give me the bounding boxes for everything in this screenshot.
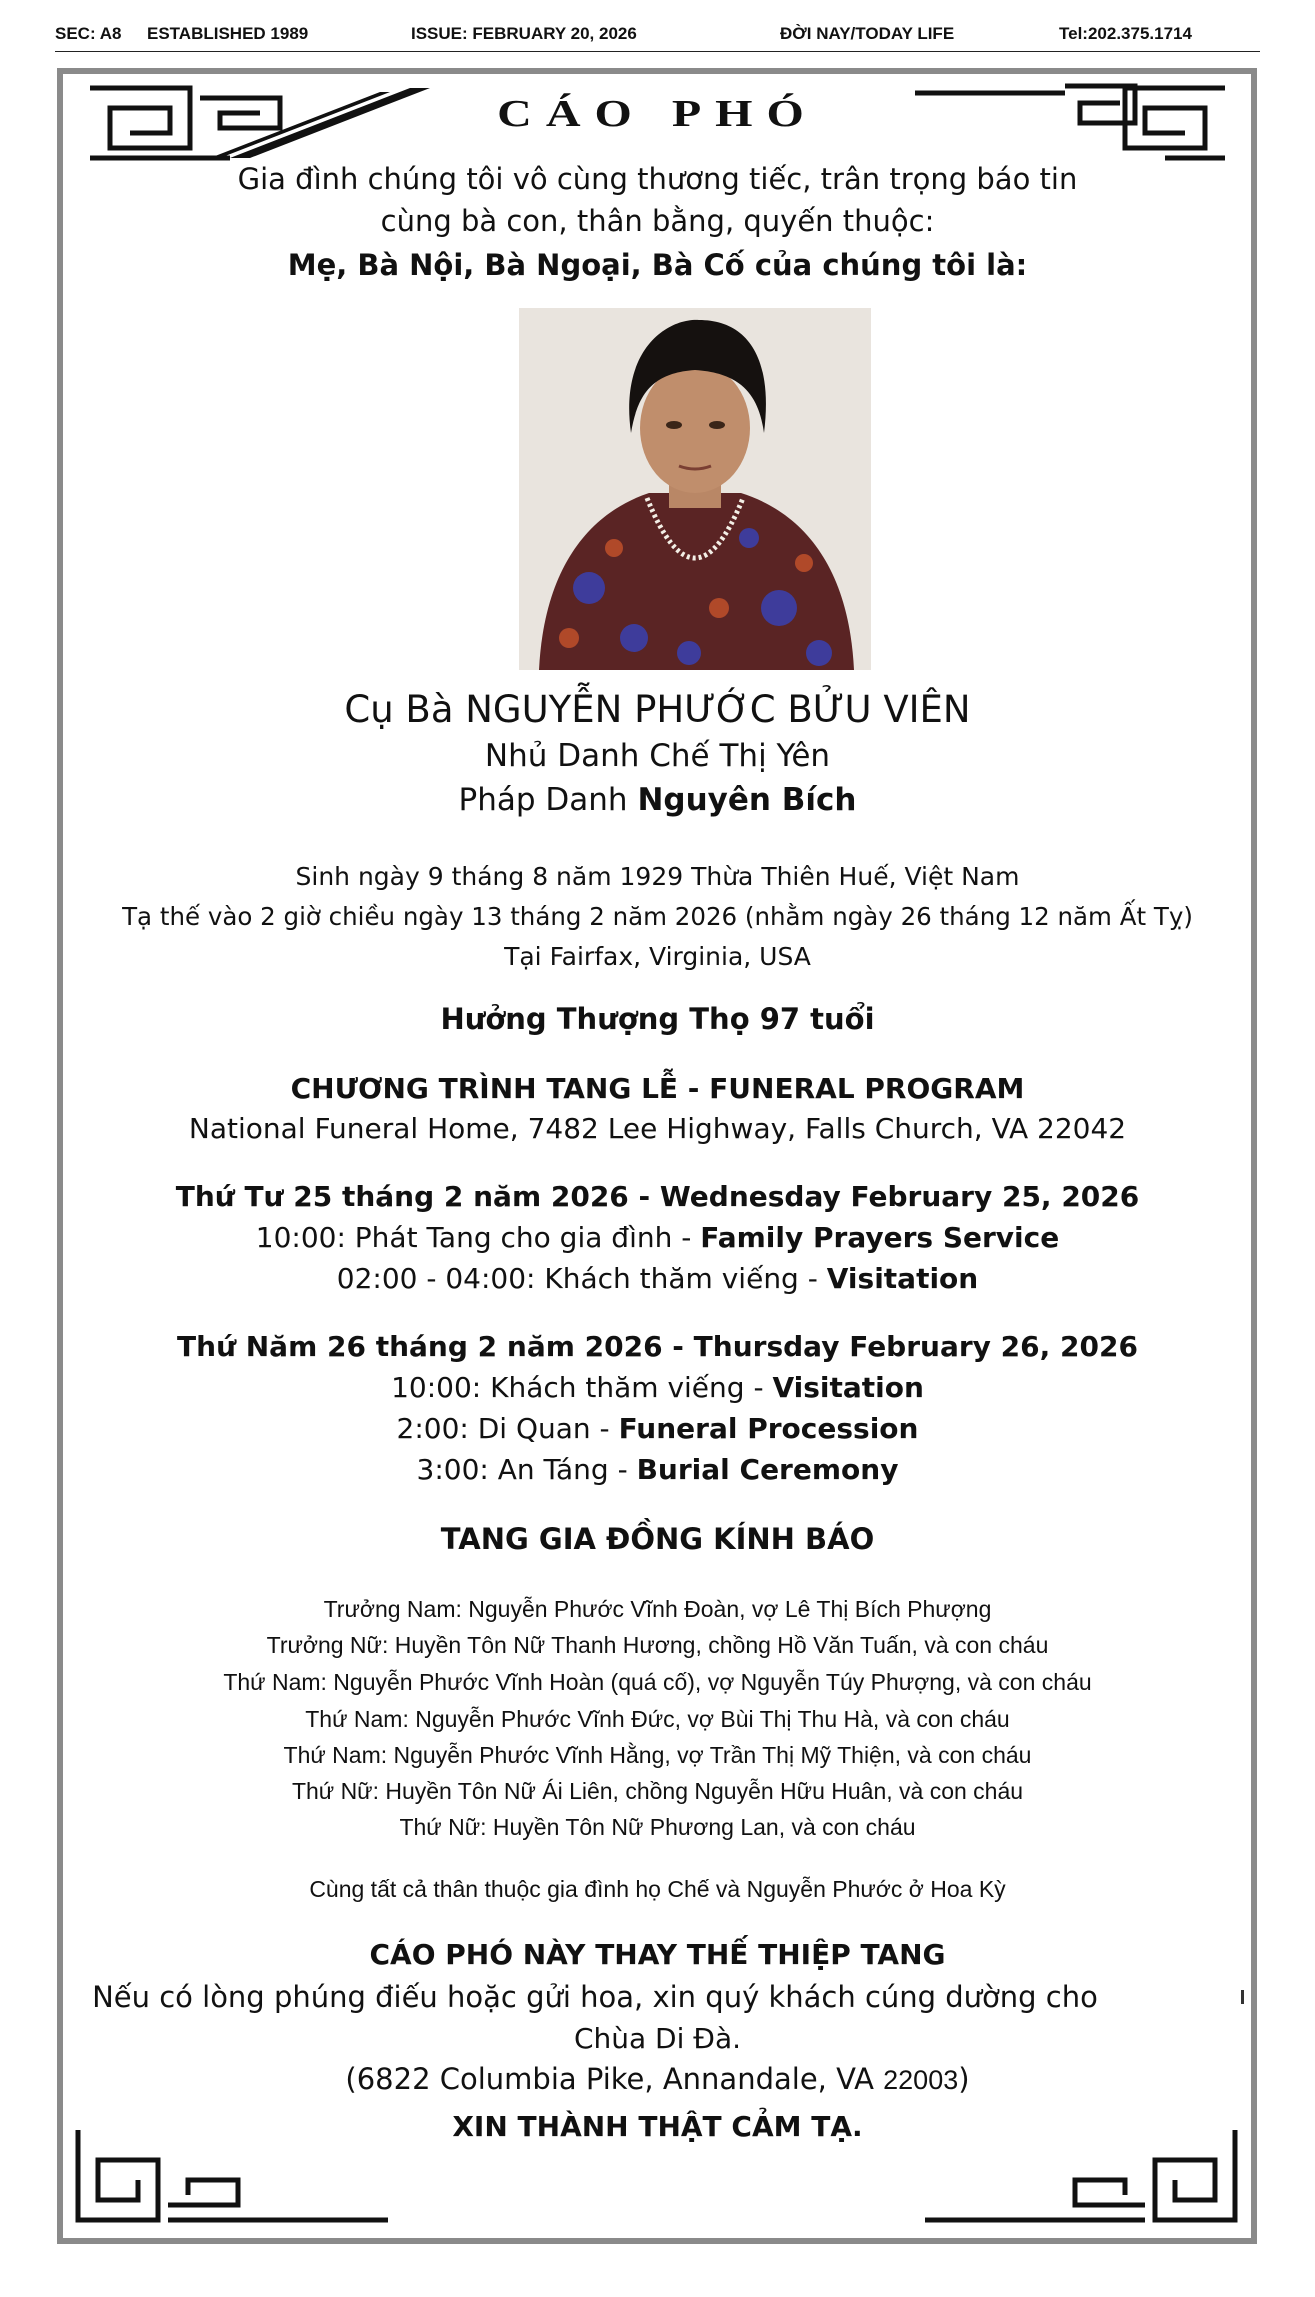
passing-line: Tạ thế vào 2 giờ chiều ngày 13 tháng 2 năm 2026 (nhằm ngày 26 tháng 12 năm Ất Tỵ): [122, 902, 1193, 931]
day1-event-2-en: Visitation: [826, 1262, 979, 1295]
donation-line: Nếu có lòng phúng điếu hoặc gửi hoa, xin quý khách cúng dường cho: [92, 1980, 1098, 2014]
day2-event-1-vi: 10:00: Khách thăm viếng -: [391, 1371, 773, 1404]
address-zip: 22003: [883, 2065, 959, 2095]
issue-label: ISSUE: FEBRUARY 20, 2026: [411, 24, 637, 43]
family-member: Thứ Nữ: Huyền Tôn Nữ Ái Liên, chồng Nguyễn Hữu Huân, và con cháu: [291, 1778, 1024, 1804]
day1-event-2-vi: 02:00 - 04:00: Khách thăm viếng -: [336, 1262, 827, 1295]
address-line: [70, 2062, 1245, 2096]
established-label: ESTABLISHED 1989: [147, 24, 309, 43]
family-member: Trưởng Nam: Nguyễn Phước Vĩnh Đoàn, vợ Lê Thị Bích Phượng: [323, 1596, 992, 1622]
dharma-name-label: Pháp Danh: [458, 782, 628, 818]
phone-label: Tel:202.375.1714: [1059, 24, 1192, 43]
program-location: National Funeral Home, 7482 Lee Highway, Falls Church, VA 22042: [188, 1112, 1127, 1145]
address-open: (6822 Columbia Pike, Annandale, VA: [345, 2062, 884, 2096]
day2-event-1: [70, 1371, 1245, 1404]
day2-event-2: [70, 1412, 1245, 1445]
closing-heading: CÁO PHÓ NÀY THAY THẾ THIỆP TANG: [369, 1938, 946, 1971]
program-heading: [70, 1072, 1245, 1105]
day1-date: Thứ Tư 25 tháng 2 năm 2026 - Wednesday February 25, 2026: [175, 1180, 1140, 1213]
age-line: Hưởng Thượng Thọ 97 tuổi: [440, 1002, 875, 1036]
day1-event-1: [70, 1221, 1245, 1254]
day2-event-3-en: Burial Ceremony: [636, 1453, 899, 1486]
intro-line-2: cùng bà con, thân bằng, quyến thuộc:: [380, 204, 935, 238]
dharma-name: [70, 782, 1245, 818]
portrait-photo: [519, 308, 871, 670]
maiden-name: Nhủ Danh Chế Thị Yên: [484, 738, 831, 774]
program-heading-en: - FUNERAL PROGRAM: [678, 1072, 1025, 1105]
intro-line-3: Mẹ, Bà Nội, Bà Ngoại, Bà Cố của chúng tôi là:: [287, 248, 1028, 282]
address-close: ): [958, 2062, 970, 2096]
dharma-name-value: Nguyên Bích: [637, 782, 857, 818]
day1-event-1-en: Family Prayers Service: [700, 1221, 1060, 1254]
page-title: CÁO PHÓ: [497, 92, 818, 135]
relatives-line: Cùng tất cả thân thuộc gia đình họ Chế và Nguyễn Phước ở Hoa Kỳ: [309, 1876, 1006, 1902]
temple-line: Chùa Di Đà.: [573, 2022, 742, 2055]
deceased-name: Cụ Bà NGUYỄN PHƯỚC BỬU VIÊN: [344, 688, 971, 731]
newspaper-header: [55, 24, 1260, 50]
day2-event-1-en: Visitation: [772, 1371, 924, 1404]
place-line: Tại Fairfax, Virginia, USA: [504, 942, 811, 971]
family-member: Thứ Nữ: Huyền Tôn Nữ Phương Lan, và con cháu: [399, 1814, 916, 1840]
publication-label: ĐỜI NAY/TODAY LIFE: [780, 24, 955, 43]
family-member: Thứ Nam: Nguyễn Phước Vĩnh Hằng, vợ Trần Thị Mỹ Thiện, và con cháu: [283, 1742, 1032, 1768]
family-member: Trưởng Nữ: Huyền Tôn Nữ Thanh Hương, chồng Hồ Văn Tuấn, và con cháu: [266, 1632, 1049, 1658]
day1-event-2: [70, 1262, 1245, 1295]
family-member: Thứ Nam: Nguyễn Phước Vĩnh Đức, vợ Bùi Thị Thu Hà, và con cháu: [305, 1706, 1010, 1732]
family-member: Thứ Nam: Nguyễn Phước Vĩnh Hoàn (quá cố), vợ Nguyễn Túy Phượng, và con cháu: [223, 1669, 1092, 1695]
day2-event-3-vi: 3:00: An Táng -: [416, 1453, 637, 1486]
program-heading-vi: CHƯƠNG TRÌNH TANG LỄ: [290, 1072, 679, 1105]
header-rule: [55, 51, 1260, 52]
edge-mark: [1241, 1990, 1244, 2004]
day2-event-2-vi: 2:00: Di Quan -: [396, 1412, 619, 1445]
section-label: SEC: A8: [55, 24, 122, 43]
day2-event-2-en: Funeral Procession: [618, 1412, 919, 1445]
day2-event-3: [70, 1453, 1245, 1486]
day1-event-1-vi: 10:00: Phát Tang cho gia đình -: [255, 1221, 701, 1254]
intro-line-1: Gia đình chúng tôi vô cùng thương tiếc, trân trọng báo tin: [237, 162, 1078, 196]
family-heading: TANG GIA ĐỒNG KÍNH BÁO: [440, 1522, 875, 1556]
thanks-line: XIN THÀNH THẬT CẢM TẠ.: [452, 2110, 863, 2143]
birth-line: Sinh ngày 9 tháng 8 năm 1929 Thừa Thiên Huế, Việt Nam: [295, 862, 1020, 891]
day2-date: Thứ Năm 26 tháng 2 năm 2026 - Thursday February 26, 2026: [177, 1330, 1138, 1363]
